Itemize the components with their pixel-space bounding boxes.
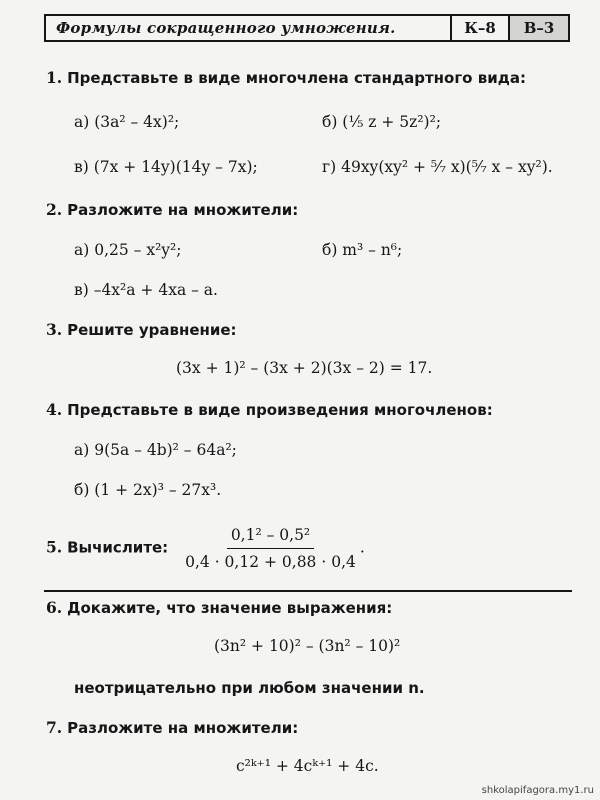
task-1-item-d: г) 49xy(xy² + ⁵⁄₇ x)(⁵⁄₇ x – xy²).	[322, 158, 553, 176]
task-number: 3.	[46, 320, 63, 339]
task-6-tail	[74, 678, 425, 698]
task-text: Докажите, что значение выражения:	[67, 599, 393, 617]
task-number: 6.	[46, 598, 63, 617]
task-number: 7.	[46, 718, 63, 737]
fraction-denominator: 0,4 · 0,12 + 0,88 · 0,4	[185, 553, 356, 571]
fraction	[181, 524, 360, 573]
task-3-equation: (3x + 1)² – (3x + 2)(3x – 2) = 17.	[176, 359, 433, 377]
task-6-expression: (3n² + 10)² – (3n² – 10)²	[214, 637, 401, 655]
task-text: Разложите на множители:	[67, 719, 299, 737]
task-6-heading	[46, 598, 392, 618]
task-1-heading	[46, 68, 526, 88]
task-text: Решите уравнение:	[67, 321, 237, 339]
task-4-item-b: б) (1 + 2x)³ – 27x³.	[74, 481, 222, 499]
task-7-heading	[46, 718, 298, 738]
task-1-item-a: а) (3a² – 4x)²;	[74, 113, 180, 131]
task-number: 2.	[46, 200, 63, 219]
task-text: Представьте в виде произведения многочленов:	[67, 401, 493, 419]
task-text: Вычислите:	[67, 538, 169, 557]
fraction-end: .	[359, 538, 365, 557]
task-2-heading	[46, 200, 298, 220]
task-2-item-b: б) m³ – n⁶;	[322, 241, 403, 259]
task-2-item-c: в) –4x²a + 4xa – a.	[74, 281, 218, 299]
task-number: 5.	[46, 537, 63, 557]
worksheet-code: К–8	[450, 16, 508, 40]
task-text: Представьте в виде многочлена стандартного вида:	[67, 69, 526, 87]
task-6-tail-text: неотрицательно при любом значении n.	[74, 679, 425, 697]
task-2-item-a: а) 0,25 – x²y²;	[74, 241, 182, 259]
task-4-heading	[46, 400, 493, 420]
worksheet-header	[44, 14, 570, 42]
task-1-item-b: б) (⅕ z + 5z²)²;	[322, 113, 442, 131]
task-4-item-a: а) 9(5a – 4b)² – 64a²;	[74, 441, 237, 459]
task-1-item-c: в) (7x + 14y)(14y – 7x);	[74, 158, 258, 176]
worksheet-title: Формулы сокращенного умножения.	[56, 19, 396, 37]
task-number: 4.	[46, 400, 63, 419]
worksheet-variant: В–3	[508, 16, 568, 40]
site-watermark: shkolapifagora.my1.ru	[481, 785, 594, 796]
task-5-heading	[46, 524, 365, 573]
section-divider	[44, 590, 572, 592]
task-text: Разложите на множители:	[67, 201, 299, 219]
fraction-numerator: 0,1² – 0,5²	[227, 524, 314, 549]
task-number: 1.	[46, 68, 63, 87]
task-3-heading	[46, 320, 237, 340]
task-7-expression: c²ᵏ⁺¹ + 4cᵏ⁺¹ + 4c.	[236, 757, 379, 775]
